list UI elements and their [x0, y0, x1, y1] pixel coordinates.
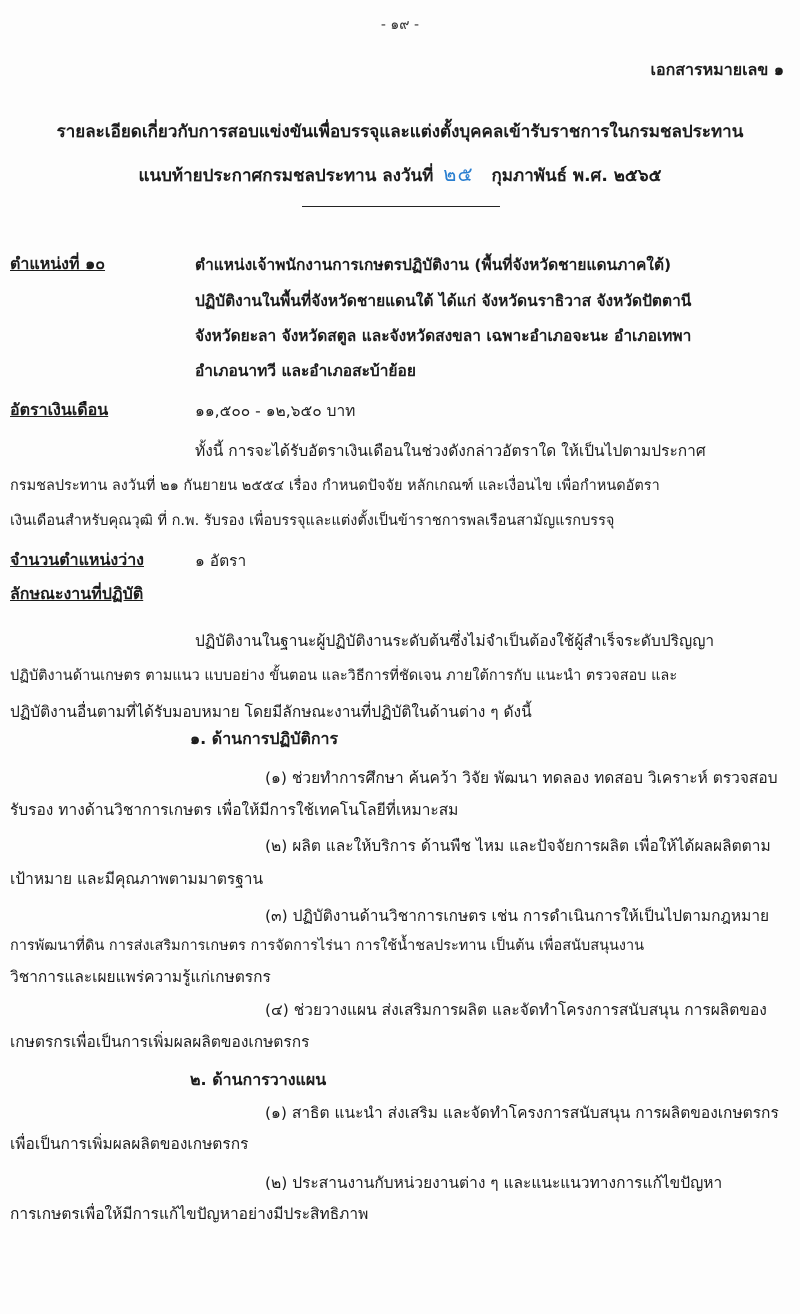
vacancies-value: ๑ อัตรา: [195, 552, 247, 570]
duties-label: ลักษณะงานที่ปฏิบัติ: [10, 584, 144, 603]
vacancies-label: จำนวนตำแหน่งว่าง: [10, 550, 144, 569]
document-reference: เอกสารหมายเลข ๑: [650, 60, 784, 79]
position-line: จังหวัดยะลา จังหวัดสตูล และจังหวัดสงขลา เฉพาะอำเภอจะนะ อำเภอเทพา: [195, 327, 692, 345]
title-prefix: แนบท้ายประกาศกรมชลประทาน ลงวันที่: [138, 166, 434, 186]
duties-intro-line: ปฏิบัติงานในฐานะผู้ปฏิบัติงานระดับต้นซึ่งไม่จำเป็นต้องใช้ผู้สำเร็จระดับปริญญา: [195, 632, 715, 650]
duty-item-line: การพัฒนาที่ดิน การส่งเสริมการเกษตร การจัดการไร่นา การใช้น้ำชลประทาน เป็นต้น เพื่อสนับสนุนงาน: [10, 938, 645, 954]
duty-item-line: (๑) สาธิต แนะนำ ส่งเสริม และจัดทำโครงการสนับสนุน การผลิตของเกษตรกร: [265, 1104, 779, 1122]
handwritten-day: ๒๕: [443, 162, 474, 186]
duty-item-line: (๔) ช่วยวางแผน ส่งเสริมการผลิต และจัดทำโครงการสนับสนุน การผลิตของ: [265, 1001, 767, 1019]
salary-note-line: ทั้งนี้ การจะได้รับอัตราเงินเดือนในช่วงดังกล่าวอัตราใด ให้เป็นไปตามประกาศ: [195, 442, 706, 460]
position-line: ตำแหน่งเจ้าพนักงานการเกษตรปฏิบัติงาน (พื้นที่จังหวัดชายแดนภาคใต้): [195, 256, 672, 274]
duties-intro-line: ปฏิบัติงานด้านเกษตร ตามแนว แบบอย่าง ขั้นตอน และวิธีการที่ชัดเจน ภายใต้การกับ แนะนำ ตรวจสอบ และ: [10, 668, 678, 684]
duties-intro-line: ปฏิบัติงานอื่นตามที่ได้รับมอบหมาย โดยมีลักษณะงานที่ปฏิบัติในด้านต่าง ๆ ดังนี้: [10, 703, 532, 721]
duty-item-line: (๓) ปฏิบัติงานด้านวิชาการเกษตร เช่น การดำเนินการให้เป็นไปตามกฎหมาย: [265, 907, 770, 925]
title-suffix: กุมภาพันธ์ พ.ศ. ๒๕๖๕: [491, 166, 662, 186]
duty-item-line: เกษตรกรเพื่อเป็นการเพิ่มผลผลิตของเกษตรกร: [10, 1033, 310, 1051]
title-divider: [302, 206, 500, 207]
duty-item-line: เป้าหมาย และมีคุณภาพตามมาตรฐาน: [10, 870, 264, 888]
salary-label: อัตราเงินเดือน: [10, 400, 109, 419]
duty-item-line: (๒) ผลิต และให้บริการ ด้านพืช ไหม และปัจจัยการผลิต เพื่อให้ได้ผลผลิตตาม: [265, 837, 771, 855]
duty-item-line: (๒) ประสานงานกับหน่วยงานต่าง ๆ และแนะแนวทางการแก้ไขปัญหา: [265, 1174, 723, 1192]
duty-item-line: รับรอง ทางด้านวิชาการเกษตร เพื่อให้มีการใช้เทคโนโลยีที่เหมาะสม: [10, 801, 459, 819]
duty-item-line: เพื่อเป็นการเพิ่มผลผลิตของเกษตรกร: [10, 1135, 249, 1153]
salary-value: ๑๑,๕๐๐ - ๑๒,๖๕๐ บาท: [195, 402, 356, 420]
duty-item-line: การเกษตรเพื่อให้มีการแก้ไขปัญหาอย่างมีประสิทธิภาพ: [10, 1205, 369, 1223]
page-number: - ๑๙ -: [380, 17, 420, 33]
position-line: อำเภอนาทวี และอำเภอสะบ้าย้อย: [195, 362, 416, 380]
duty-item-line: วิชาการและเผยแพร่ความรู้แก่เกษตรกร: [10, 968, 271, 986]
document-title-line-1: รายละเอียดเกี่ยวกับการสอบแข่งขันเพื่อบรรจุและแต่งตั้งบุคคลเข้ารับราชการในกรมชลประทาน: [56, 122, 744, 142]
salary-note-line: กรมชลประทาน ลงวันที่ ๒๑ กันยายน ๒๕๕๔ เรื่อง กำหนดปัจจัย หลักเกณฑ์ และเงื่อนไข เพื่อกำหนดอัตรา: [10, 478, 660, 494]
section-heading: ๒. ด้านการวางแผน: [190, 1070, 327, 1089]
position-line: ปฏิบัติงานในพื้นที่จังหวัดชายแดนใต้ ได้แก่ จังหวัดนราธิวาส จังหวัดปัตตานี: [195, 292, 692, 310]
document-title-line-2: [0, 158, 800, 190]
salary-note-line: เงินเดือนสำหรับคุณวุฒิ ที่ ก.พ. รับรอง เพื่อบรรจุและแต่งตั้งเป็นข้าราชการพลเรือนสามัญแรกบรรจุ: [10, 513, 615, 529]
duty-item-line: (๑) ช่วยทำการศึกษา ค้นคว้า วิจัย พัฒนา ทดลอง ทดสอบ วิเคราะห์ ตรวจสอบ: [265, 769, 778, 787]
position-label: ตำแหน่งที่ ๑๐: [10, 254, 106, 273]
section-heading: ๑. ด้านการปฏิบัติการ: [190, 729, 339, 748]
